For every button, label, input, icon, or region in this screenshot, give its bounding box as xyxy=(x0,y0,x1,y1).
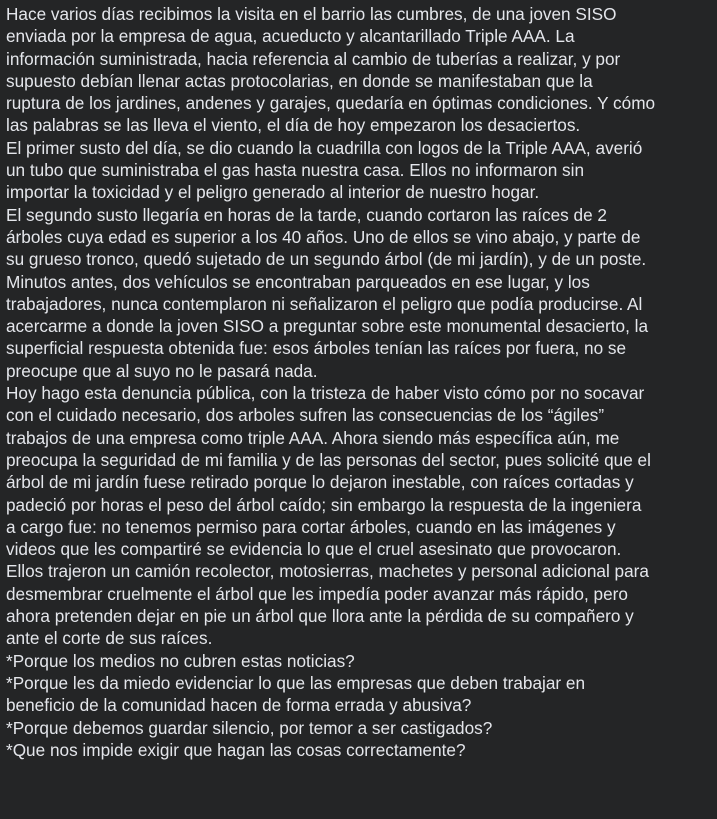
post-text-line: Hace varios días recibimos la visita en el barrio las cumbres, de una joven SISO xyxy=(6,4,617,24)
post-text-line: El primer susto del día, se dio cuando la cuadrilla con logos de la Triple AAA, averió xyxy=(6,137,643,158)
post-text-line: ruptura de los jardines, andenes y garajes, quedaría en óptimas condiciones. Y cómo xyxy=(6,93,656,114)
post-text-line: las palabras se las lleva el viento, el día de hoy empezaron los desaciertos. xyxy=(6,115,581,136)
post-text-line: beneficio de la comunidad hacen de forma errada y abusiva? xyxy=(6,695,472,716)
post-text-line: Ellos trajeron un camión recolector, motosierras, machetes y personal adicional para xyxy=(6,561,649,582)
post-text-line: *Que nos impide exigir que hagan las cosas correctamente? xyxy=(6,739,466,760)
post-text-line: superficial respuesta obtenida fue: esos árboles tenían las raíces por fuera, no se xyxy=(6,338,627,359)
post-text-line: preocupe que al suyo no le pasará nada. xyxy=(6,360,318,381)
post-text-line: a cargo fue: no tenemos permiso para cortar árboles, cuando en las imágenes y xyxy=(6,516,616,537)
post-text-line: trabajos de una empresa como triple AAA. Ahora siendo más específica aún, me xyxy=(6,427,620,448)
post-text-line: su grueso tronco, quedó sujetado de un segundo árbol (de mi jardín), y de un poste. xyxy=(6,249,647,270)
post-text-line: Minutos antes, dos vehículos se encontraban parqueados en ese lugar, y los xyxy=(6,271,590,292)
post-text-line: padeció por horas el peso del árbol caído; sin embargo la respuesta de la ingeniera xyxy=(6,494,642,515)
post-text-line: importar la toxicidad y el peligro generado al interior de nuestro hogar. xyxy=(6,182,540,203)
post-text-line: con el cuidado necesario, dos arboles sufren las consecuencias de los “ágiles” xyxy=(6,405,605,426)
post-text-line: *Porque debemos guardar silencio, por temor a ser castigados? xyxy=(6,717,493,738)
post-text-line: Hoy hago esta denuncia pública, con la tristeza de haber visto cómo por no socavar xyxy=(6,383,645,404)
post-text-line: acercarme a donde la joven SISO a preguntar sobre este monumental desacierto, la xyxy=(6,316,649,337)
post-text-line: trabajadores, nunca contemplaron ni señalizaron el peligro que podía producirse. Al xyxy=(6,293,643,314)
post-text-line: ante el corte de sus raíces. xyxy=(6,628,213,649)
post-text-line: árbol de mi jardín fuese retirado porque lo dejaron inestable, con raíces cortadas y xyxy=(6,472,634,493)
post-text-line: preocupa la seguridad de mi familia y de las personas del sector, pues solicité que el xyxy=(6,449,651,470)
post-text-line: información suministrada, hacia referencia al cambio de tuberías a realizar, y por xyxy=(6,48,621,69)
post-text-line: árboles cuya edad es superior a los 40 años. Uno de ellos se vino abajo, y parte de xyxy=(6,226,641,247)
post-text-line: *Porque los medios no cubren estas noticias? xyxy=(6,650,355,671)
post-text-line: enviada por la empresa de agua, acueducto y alcantarillado Triple AAA. La xyxy=(6,26,575,47)
post-text-line: ahora pretenden dejar en pie un árbol que llora ante la pérdida de su compañero y xyxy=(6,606,634,627)
post-text-line: *Porque les da miedo evidenciar lo que las empresas que deben trabajar en xyxy=(6,672,586,693)
post-text-line: videos que les compartiré se evidencia lo que el cruel asesinato que provocaron. xyxy=(6,539,622,560)
post-text-line: supuesto debían llenar actas protocolarias, en donde se manifestaban que la xyxy=(6,70,593,91)
post-text-line: desmembrar cruelmente el árbol que les impedía poder avanzar más rápido, pero xyxy=(6,583,628,604)
post-text-line: un tubo que suministraba el gas hasta nuestra casa. Ellos no informaron sin xyxy=(6,160,585,181)
post-text-line: El segundo susto llegaría en horas de la tarde, cuando cortaron las raíces de 2 xyxy=(6,204,607,225)
